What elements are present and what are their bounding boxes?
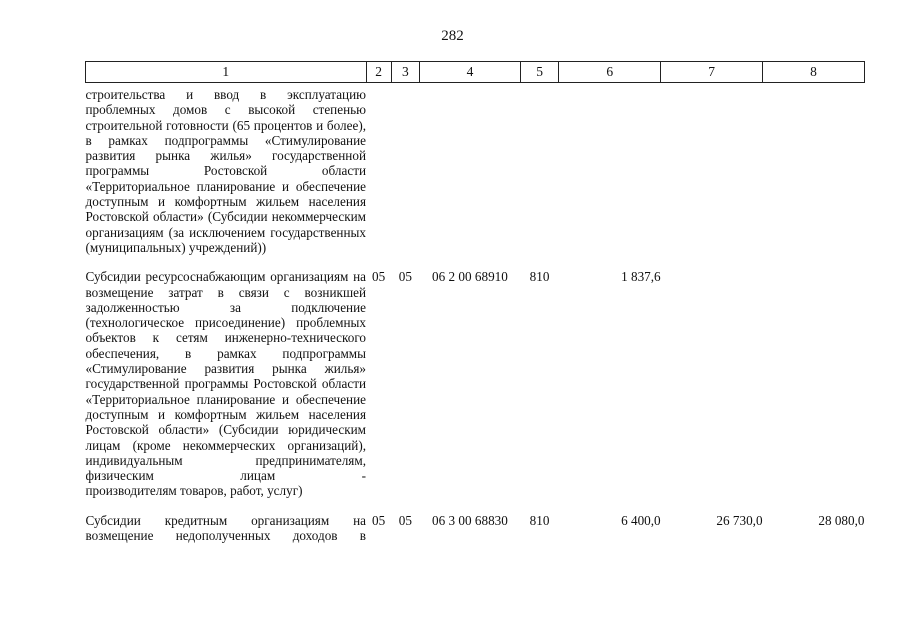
subsection-cell xyxy=(391,83,419,256)
column-header: 8 xyxy=(763,62,865,83)
column-header: 2 xyxy=(366,62,391,83)
budget-table xyxy=(85,61,865,543)
amount-cell xyxy=(559,83,661,256)
section-cell: 05 xyxy=(372,269,386,285)
row-description xyxy=(86,513,367,544)
amount-cell: 26 730,0 xyxy=(716,512,763,528)
subsection-cell: 05 xyxy=(398,512,412,528)
row-description xyxy=(86,83,367,256)
row-spacer xyxy=(86,499,865,513)
amount-cell xyxy=(661,83,763,256)
table-row xyxy=(86,513,865,544)
target-article-cell: 06 2 00 68910 xyxy=(432,269,508,285)
description-end: производителям товаров, работ, услуг) xyxy=(85,483,303,499)
description-text: Субсидии ресурсоснабжающим организациям на возмещение затрат в связи с возникшей задолженностью за подключение (технологическое присоединение) проблемных объектов к сетям инженерно-технического обеспечения, в рамках подпрограммы «Стимулирование развития рынка жилья» государственной программы Ростовской области «Территориальное планирование и обеспечение доступным и комфортным жильем населения Ростовской области» (Субсидии юридическим лицам (кроме некоммерческих организаций), индивидуальным предпринимателям, физическим лицам - xyxy=(85,269,367,484)
amount-cell: 28 080,0 xyxy=(818,512,865,528)
description-text: строительства и ввод в эксплуатацию проблемных домов с высокой степенью строительной готовности (65 процентов и более), в рамках подпрограммы «Стимулирование развития рынка жилья» государственной программы Ростовской области «Территориальное планирование и обеспечение доступным и комфортным жильем населения Ростовской области» (Субсидии некоммерческим организациям (за исключением государственных xyxy=(85,87,367,240)
amount-cell: 1 837,6 xyxy=(621,269,661,285)
target-article-cell: 06 3 00 68830 xyxy=(432,512,508,528)
column-header: 6 xyxy=(559,62,661,83)
subsection-cell: 05 xyxy=(398,269,412,285)
page-number: 282 xyxy=(441,28,464,44)
amount-cell xyxy=(661,269,763,498)
amount-cell: 6 400,0 xyxy=(621,512,661,528)
amount-cell xyxy=(763,269,865,498)
column-header: 3 xyxy=(391,62,419,83)
expense-type-cell: 810 xyxy=(529,269,550,285)
column-header: 4 xyxy=(419,62,520,83)
description-end: (муниципальных) учреждений)) xyxy=(85,239,267,255)
amount-cell xyxy=(763,83,865,256)
column-header: 5 xyxy=(520,62,558,83)
row-spacer xyxy=(86,255,865,269)
table-row xyxy=(86,83,865,256)
column-header: 1 xyxy=(86,62,367,83)
table-row xyxy=(86,269,865,498)
expense-type-cell: 810 xyxy=(529,512,550,528)
column-header: 7 xyxy=(661,62,763,83)
expense-type-cell xyxy=(520,83,558,256)
target-article-cell xyxy=(419,83,520,256)
row-description xyxy=(86,269,367,498)
section-cell xyxy=(366,83,391,256)
description-text: Субсидии кредитным организациям на возмещение недополученных доходов в xyxy=(85,512,367,544)
table-header-row xyxy=(86,62,865,83)
section-cell: 05 xyxy=(372,512,386,528)
